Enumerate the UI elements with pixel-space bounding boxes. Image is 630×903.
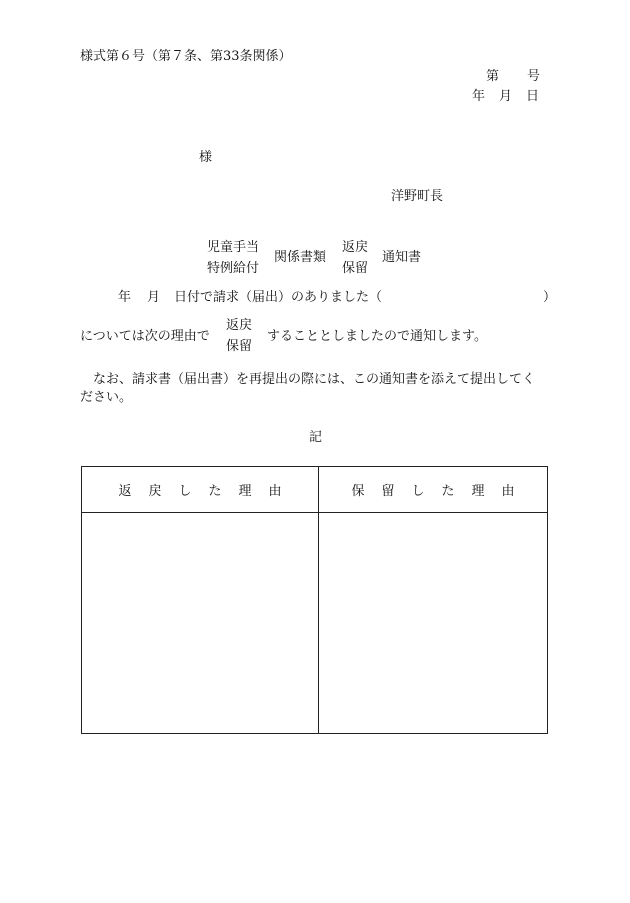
title-allowance-line1: 児童手当 — [207, 240, 260, 255]
addressee-suffix: 様 — [199, 150, 213, 165]
reasons-table — [81, 466, 548, 734]
reason-prefix: については次の理由で — [80, 329, 210, 344]
hold-reason-column — [319, 467, 547, 733]
note-line2: ださい。 — [80, 390, 133, 405]
return-reason-column — [82, 467, 319, 733]
form-label: 様式第６号（第７条、第33条関係） — [80, 49, 292, 64]
hold-reason-header: 保留した理由 — [319, 467, 547, 513]
return-reason-cell — [82, 513, 318, 733]
note-line1: なお、請求書（届出書）を再提出の際には、この通知書を添えて提出してく — [93, 372, 536, 387]
number-prefix: 第 — [486, 69, 500, 84]
request-month: 月 — [147, 290, 161, 305]
request-text: 日付で請求（届出）のありました（ — [174, 290, 383, 305]
reason-suffix: することとしましたので通知します。 — [267, 329, 487, 344]
hold-reason-cell — [319, 513, 547, 733]
title-action-line2: 保留 — [342, 261, 369, 276]
number-suffix: 号 — [527, 69, 541, 84]
sender-name: 洋野町長 — [391, 189, 444, 204]
date-month: 月 — [499, 89, 513, 104]
title-action-line1: 返戻 — [342, 240, 369, 255]
title-allowance-line2: 特例給付 — [207, 261, 260, 276]
title-notice: 通知書 — [382, 250, 422, 265]
return-reason-header: 返戻した理由 — [82, 467, 318, 513]
date-day: 日 — [526, 89, 540, 104]
request-year: 年 — [118, 290, 132, 305]
title-documents: 関係書類 — [274, 250, 327, 265]
ki-heading: 記 — [309, 430, 323, 445]
reason-action-line2: 保留 — [226, 339, 253, 354]
request-close-paren: ） — [543, 290, 557, 305]
reason-action-line1: 返戻 — [226, 318, 253, 333]
date-year: 年 — [472, 89, 486, 104]
